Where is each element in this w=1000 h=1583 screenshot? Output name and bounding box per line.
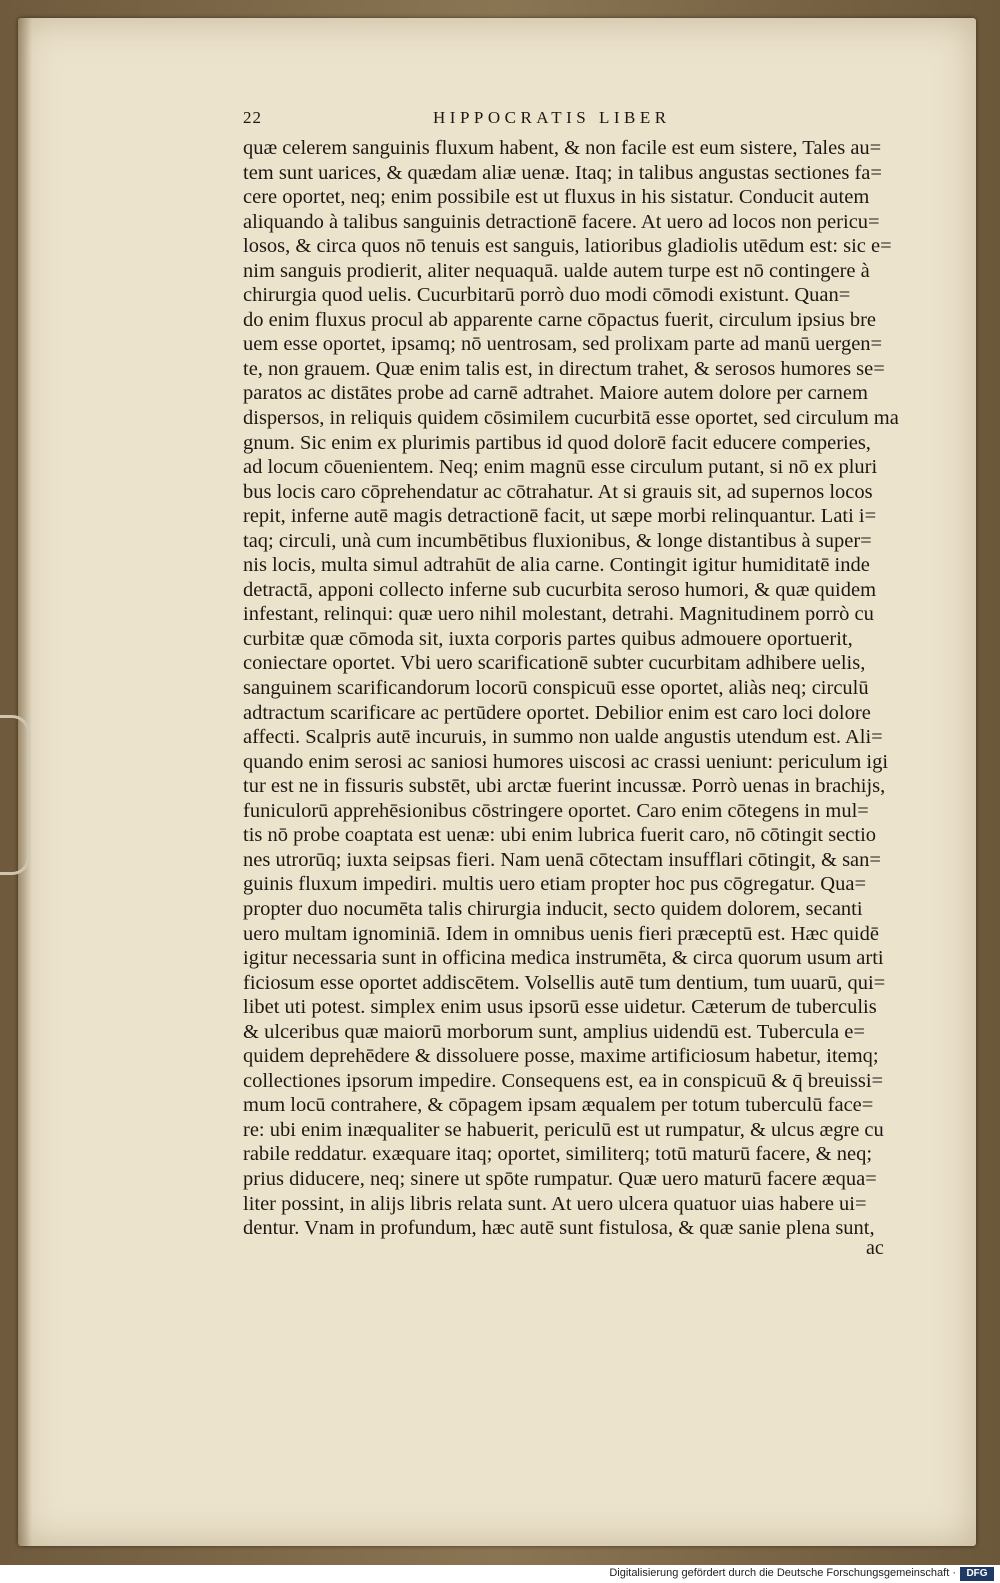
text-line: adtractum scarificare ac pertūdere oportet. Debilior enim est caro loci dolore — [243, 701, 871, 724]
funding-credit: Digitalisierung gefördert durch die Deutsche Forschungsgemeinschaft · — [609, 1567, 956, 1579]
text-line: aliquando à talibus sanguinis detractionē facere. At uero ad locos non pericu= — [243, 210, 880, 233]
text-line: dispersos, in reliquis quidem cōsimilem cucurbitā esse oportet, sed circulum ma — [243, 407, 899, 430]
text-line: sanguinem scarificandorum locorū conspicuū esse oportet, aliàs neq; circulū — [243, 677, 869, 700]
text-line: ad locum cōuenientem. Neq; enim magnū esse circulum putant, si nō ex pluri — [243, 456, 878, 479]
text-line: cere oportet, neq; enim possibile est ut fluxus in his sistatur. Conducit autem — [243, 186, 870, 209]
text-line: uem esse oportet, ipsamq; nō uentrosam, sed prolixam parte ad manū uergen= — [243, 333, 883, 356]
text-line: coniectare oportet. Vbi uero scarificationē subter cucurbitam adhibere uelis, — [243, 652, 866, 675]
text-line: igitur necessaria sunt in officina medica instrumēta, & circa quorum usum arti — [243, 947, 884, 970]
text-line: do enim fluxus procul ab apparente carne cōpactus fuerit, circulum ipsius bre — [243, 308, 876, 331]
text-line: curbitæ quæ cōmoda sit, iuxta corporis partes quibus admouere oportuerit, — [243, 627, 853, 650]
page-header — [243, 108, 723, 132]
running-head: HIPPOCRATIS LIBER — [433, 108, 671, 127]
text-line: liter possint, in alijs libris relata sunt. At uero ulcera quatuor uias habere ui= — [243, 1192, 867, 1215]
text-line: re: ubi enim inæqualiter se habuerit, periculū est ut rumpatur, & ulcus ægre cu — [243, 1118, 884, 1141]
text-line: repit, inferne autē magis detractionē facit, ut sæpe morbi relinquantur. Lati i= — [243, 505, 877, 528]
text-line: te, non grauem. Quæ enim talis est, in directum trahet, & serosos humores se= — [243, 357, 885, 380]
text-line: tem sunt uarices, & quædam aliæ uenæ. Itaq; in talibus angustas sectiones fa= — [243, 161, 882, 184]
page-clip-icon — [0, 715, 30, 875]
text-line: bus locis caro cōprehendatur ac cōtrahatur. At si grauis sit, ad supernos locos — [243, 480, 873, 503]
text-line: gnum. Sic enim ex plurimis partibus id quod dolorē facit educere comperies, — [243, 431, 871, 454]
text-line: detractā, apponi collecto inferne sub cucurbita seroso humori, & quæ quidem — [243, 578, 877, 601]
text-line: quando enim serosi ac saniosi humores uiscosi ac crassi ueniunt: periculum igi — [243, 750, 889, 773]
page-number: 22 — [243, 108, 262, 127]
text-line: dentur. Vnam in profundum, hæc autē sunt fistulosa, & quæ sanie plena sunt, — [243, 1217, 875, 1240]
text-line: affecti. Scalpris autē incuruis, in summo non ualde angustis utendum est. Ali= — [243, 726, 883, 749]
text-line: nis locis, multa simul adtrahūt de alia carne. Contingit igitur humiditatē inde — [243, 554, 870, 577]
footer-bar — [0, 1565, 1000, 1583]
text-line: propter duo nocumēta talis chirurgia inducit, secto quidem dolorem, secanti — [243, 897, 863, 920]
text-line: infestant, relinqui: quæ uero nihil molestant, detrahi. Magnitudinem porrò cu — [243, 603, 874, 626]
text-line: rabile reddatur. exæquare itaq; oportet, similiterq; totū maturū facere, & neq; — [243, 1143, 873, 1166]
text-line: uero multam ignominiā. Idem in omnibus uenis fieri præceptū est. Hæc quidē — [243, 922, 879, 945]
dfg-logo: DFG — [960, 1567, 994, 1581]
text-line: tis nō probe coaptata est uenæ: ubi enim lubrica fuerit caro, nō cōtingit sectio — [243, 824, 877, 847]
text-line: ficiosum esse oportet addiscētem. Volsellis autē tum dentium, tum uuarū, qui= — [243, 971, 886, 994]
text-line: collectiones ipsorum impedire. Consequens est, ea in conspicuū & q̄ breuissi= — [243, 1069, 884, 1092]
text-line: chirurgia quod uelis. Cucurbitarū porrò duo modi cōmodi existunt. Quan= — [243, 284, 851, 307]
text-line: & ulceribus quæ maiorū morborum sunt, amplius uidendū est. Tubercula e= — [243, 1020, 865, 1043]
text-line: funiculorū apprehēsionibus cōstringere oportet. Caro enim cōtegens in mul= — [243, 799, 869, 822]
text-line: mum locū contrahere, & cōpagem ipsam æqualem per totum tuberculū face= — [243, 1094, 874, 1117]
text-line: tur est ne in fissuris substēt, ubi arctæ fuerint incussæ. Porrò uenas in brachijs, — [243, 775, 886, 798]
text-line: losos, & circa quos nō tenuis est sanguis, latioribus gladiolis utēdum est: sic e= — [243, 235, 892, 258]
catchword: ac — [866, 1237, 884, 1259]
text-line: quæ celerem sanguinis fluxum habent, & non facile est eum sistere, Tales au= — [243, 137, 882, 159]
text-line: nes utrorūq; iuxta seipsas fieri. Nam uenā cōtectam insufflari cōtingit, & san= — [243, 848, 881, 871]
text-line: taq; circuli, unà cum incumbētibus fluxionibus, & longe distantibus à super= — [243, 529, 872, 552]
body-text — [243, 136, 913, 1241]
text-line: libet uti potest. simplex enim usus ipsorū esse uidetur. Cæterum de tuberculis — [243, 996, 877, 1019]
text-line: paratos ac distātes probe ad carnē adtrahet. Maiore autem dolore per carnem — [243, 382, 868, 405]
text-line: prius diducere, neq; sinere ut spōte rumpatur. Quæ uero maturū facere æqua= — [243, 1167, 877, 1190]
text-line: nim sanguis prodierit, aliter nequaquā. ualde autem turpe est nō contingere à — [243, 259, 870, 282]
text-line: guinis fluxum impediri. multis uero etiam propter hoc pus cōgregatur. Qua= — [243, 873, 867, 896]
text-line: quidem deprehēdere & dissoluere posse, maxime artificiosum habetur, itemq; — [243, 1045, 879, 1068]
